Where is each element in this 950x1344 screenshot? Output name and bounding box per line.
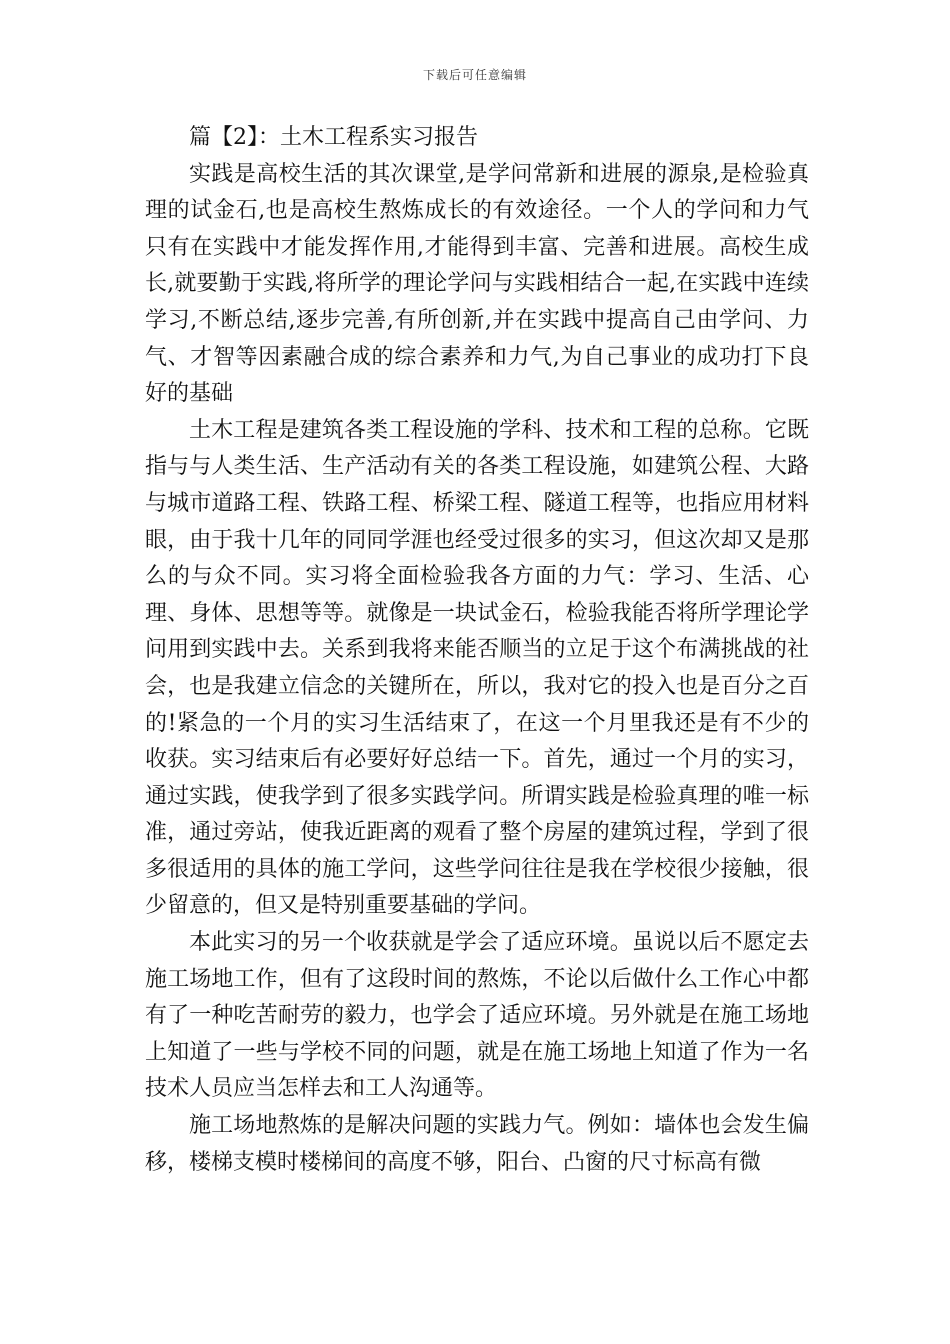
paragraph-3: 本此实习的另一个收获就是学会了适应环境。虽说以后不愿定去施工场地工作，但有了这段时间的熬炼，不论以后做什么工作心中都有了一种吃苦耐劳的毅力，也学会了适应环境。另外就是在施工场地上知道了一些与学校不同的问题，就是在施工场地上知道了作为一名技术人员应当怎样去和工人沟通等。 <box>145 930 809 1102</box>
document-body <box>145 120 809 1181</box>
paragraph-1: 实践是高校生活的其次课堂,是学问常新和进展的源泉,是检验真理的试金石,也是高校生熬炼成长的有效途径。一个人的学问和力气只有在实践中才能发挥作用,才能得到丰富、完善和进展。高校生成长,就要勤于实践,将所学的理论学问与实践相结合一起,在实践中连续学习,不断总结,逐步完善,有所创新,并在实践中提高自己由学问、力气、才智等因素融合成的综合素养和力气,为自己事业的成功打下良好的基础 <box>145 161 809 407</box>
paragraph-2: 土木工程是建筑各类工程设施的学科、技术和工程的总称。它既指与与人类生活、生产活动有关的各类工程设施，如建筑公程、大路与城市道路工程、铁路工程、桥梁工程、隧道工程等，也指应用材料眼，由于我十几年的同同学涯也经受过很多的实习，但这次却又是那么的与众不同。实习将全面检验我各方面的力气：学习、生活、心理、身体、思想等等。就像是一块试金石，检验我能否将所学理论学问用到实践中去。关系到我将来能否顺当的立足于这个布满挑战的社会，也是我建立信念的关键所在，所以，我对它的投入也是百分之百的!紧急的一个月的实习生活结束了，在这一个月里我还是有不少的收获。实习结束后有必要好好总结一下。首先，通过一个月的实习，通过实践，使我学到了很多实践学问。所谓实践是检验真理的唯一标准，通过旁站，使我近距离的观看了整个房屋的建筑过程，学到了很多很适用的具体的施工学问，这些学问往往是我在学校很少接触，很少留意的，但又是特别重要基础的学问。 <box>145 417 809 919</box>
document-title: 篇【2】：土木工程系实习报告 <box>189 125 478 150</box>
page-header: 下载后可任意编辑 <box>422 68 527 82</box>
paragraph-4: 施工场地熬炼的是解决问题的实践力气。例如：墙体也会发生偏移，楼梯支模时楼梯间的高度不够，阳台、凸窗的尺寸标高有微 <box>145 1113 809 1175</box>
